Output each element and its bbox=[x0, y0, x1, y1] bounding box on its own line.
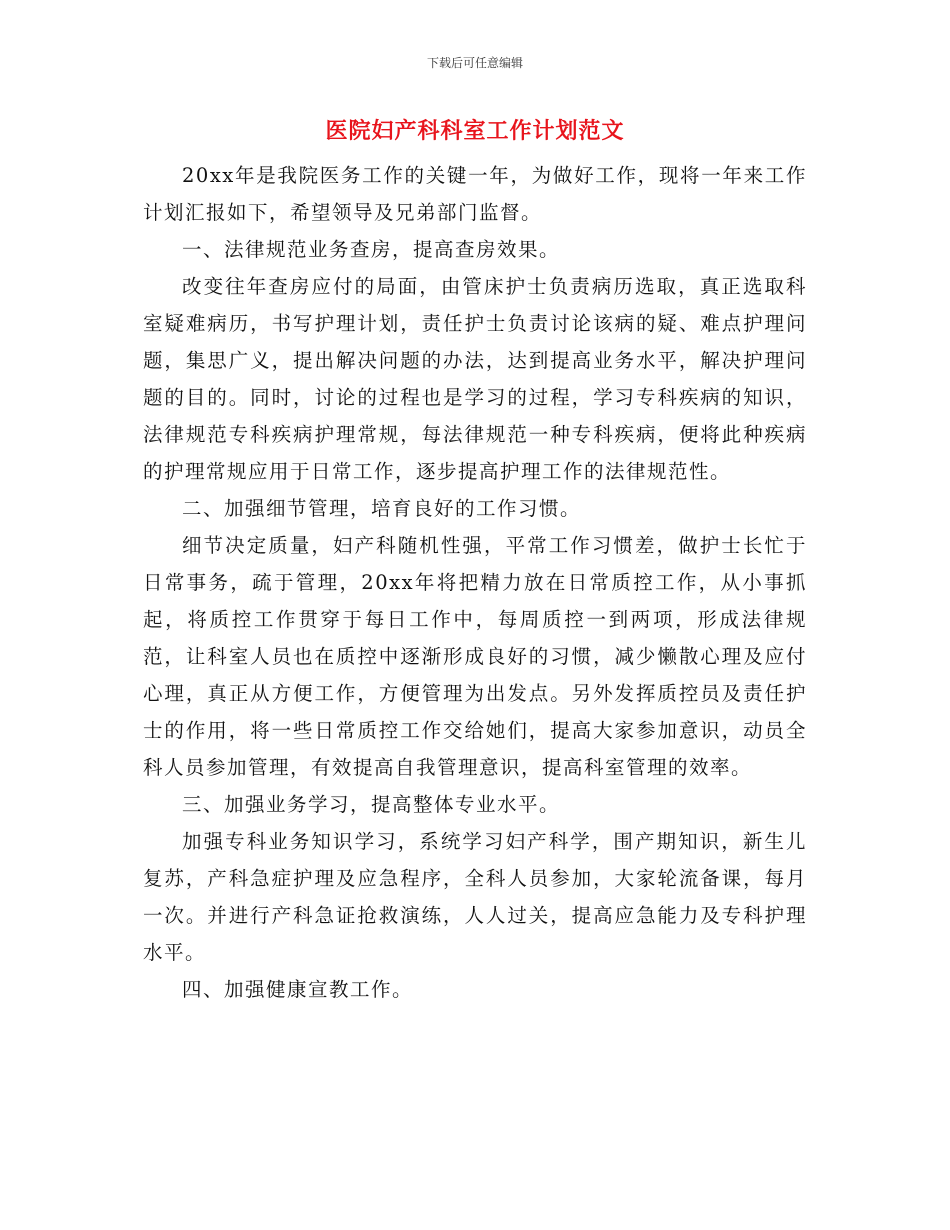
document-title: 医院妇产科科室工作计划范文 bbox=[325, 119, 625, 144]
header-note: 下载后可任意编辑 bbox=[426, 56, 523, 70]
paragraph-intro: 20xx年是我院医务工作的关键一年，为做好工作，现将一年来工作计划汇报如下，希望领导及兄弟部门监督。 bbox=[143, 164, 807, 224]
section-heading-4: 四、加强健康宣教工作。 bbox=[182, 978, 414, 1001]
paragraph-section-1: 改变往年查房应付的局面，由管床护士负责病历选取，真正选取科室疑难病历，书写护理计划，责任护士负责讨论该病的疑、难点护理问题，集思广义，提出解决问题的办法，达到提高业务水平，解决护理问题的目的。同时，讨论的过程也是学习的过程，学习专科疾病的知识，法律规范专科疾病护理常规，每法律规范一种专科疾病，便将此种疾病的护理常规应用于日常工作，逐步提高护理工作的法律规范性。 bbox=[143, 275, 807, 483]
document-body bbox=[143, 157, 807, 1008]
section-heading-2: 二、加强细节管理，培育良好的工作习惯。 bbox=[182, 497, 582, 520]
paragraph-section-3: 加强专科业务知识学习，系统学习妇产科学，围产期知识，新生儿复苏，产科急症护理及应急程序，全科人员参加，大家轮流备课，每月一次。并进行产科急证抢救演练，人人过关，提高应急能力及专科护理水平。 bbox=[143, 830, 807, 964]
section-heading-1: 一、法律规范业务查房，提高查房效果。 bbox=[182, 238, 561, 261]
paragraph-section-2: 细节决定质量，妇产科随机性强，平常工作习惯差，做护士长忙于日常事务，疏于管理，20xx年将把精力放在日常质控工作，从小事抓起，将质控工作贯穿于每日工作中，每周质控一到两项，形成法律规范，让科室人员也在质控中逐渐形成良好的习惯，减少懒散心理及应付心理，真正从方便工作，方便管理为出发点。另外发挥质控员及责任护士的作用，将一些日常质控工作交给她们，提高大家参加意识，动员全科人员参加管理，有效提高自我管理意识，提高科室管理的效率。 bbox=[143, 534, 807, 779]
section-heading-3: 三、加强业务学习，提高整体专业水平。 bbox=[182, 793, 561, 816]
